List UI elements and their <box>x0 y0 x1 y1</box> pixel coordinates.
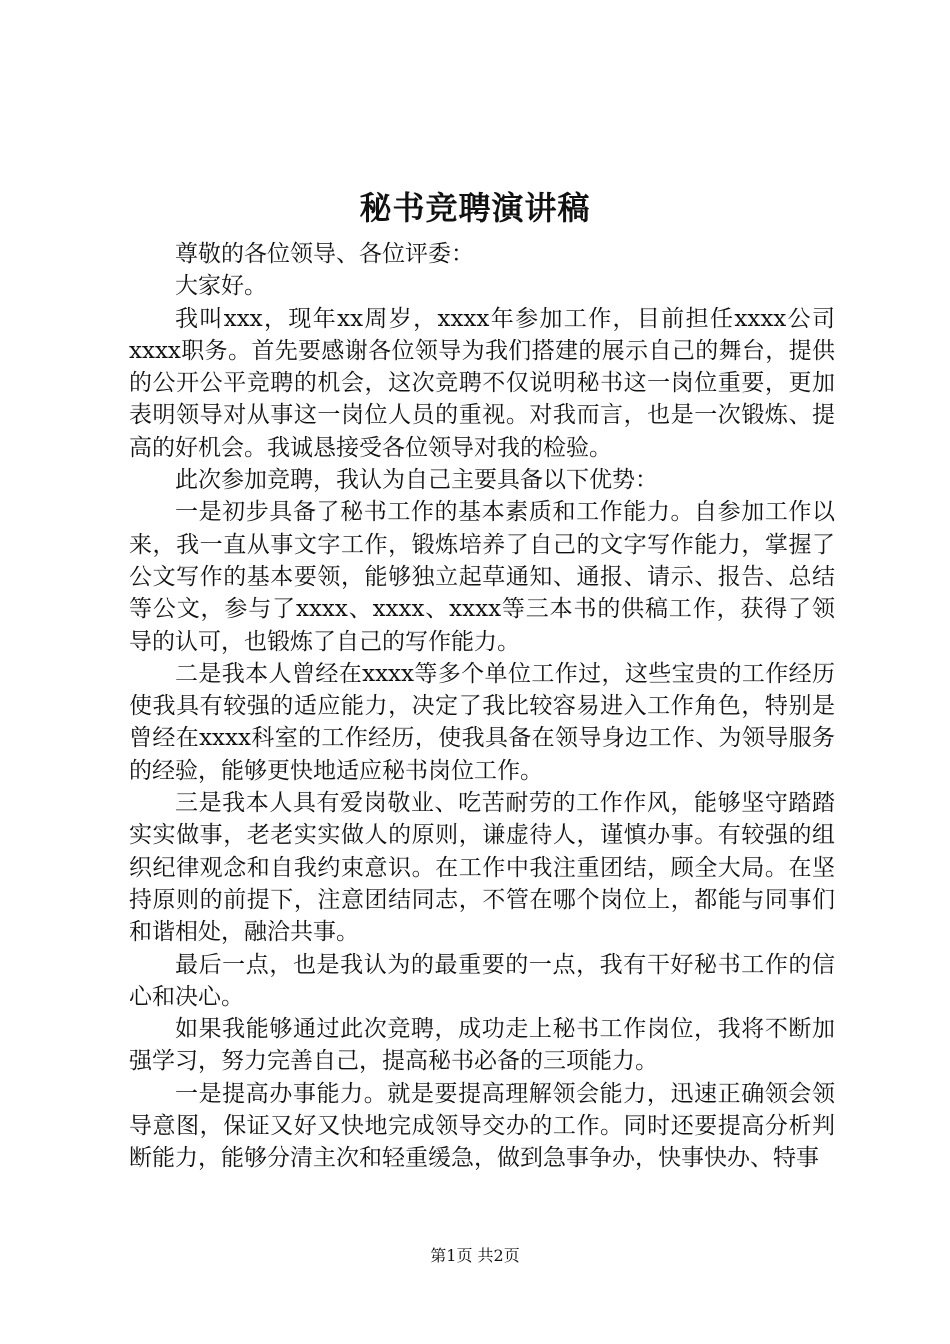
body-paragraph: 我叫xxx，现年xx周岁，xxxx年参加工作，目前担任xxxx公司xxxx职务。首先要感谢各位领导为我们搭建的展示自己的舞台，提供的公开公平竞聘的机会，这次竞聘不仅说明秘书这一岗位重要，更加表明领导对从事这一岗位人员的重视。对我而言，也是一次锻炼、提高的好机会。我诚恳接受各位领导对我的检验。 <box>129 305 835 461</box>
salutation-paragraph: 大家好。 <box>175 273 267 300</box>
body-paragraph: 最后一点，也是我认为的最重要的一点，我有干好秘书工作的信心和决心。 <box>129 951 835 1010</box>
body-paragraph: 此次参加竞聘，我认为自己主要具备以下优势： <box>175 467 658 494</box>
greeting-paragraph: 尊敬的各位领导、各位评委： <box>175 241 474 267</box>
body-paragraph: 一是提高办事能力。就是要提高理解领会能力，迅速正确领会领导意图，保证又好又快地完成领导交办的工作。同时还要提高分析判断能力，能够分清主次和轻重缓急，做到急事争办，快事快办、特事 <box>129 1080 835 1172</box>
document-body <box>129 238 835 1175</box>
body-paragraph: 二是我本人曾经在xxxx等多个单位工作过，这些宝贵的工作经历使我具有较强的适应能力，决定了我比较容易进入工作角色，特别是曾经在xxxx科室的工作经历，使我具备在领导身边工作、为领导服务的经验，能够更快地适应秘书岗位工作。 <box>129 660 835 784</box>
body-paragraph: 如果我能够通过此次竞聘，成功走上秘书工作岗位，我将不断加强学习，努力完善自己，提高秘书必备的三项能力。 <box>129 1016 835 1075</box>
document-title: 秘书竞聘演讲稿 <box>359 189 591 227</box>
body-paragraph: 三是我本人具有爱岗敬业、吃苦耐劳的工作作风，能够坚守踏踏实实做事，老老实实做人的原则，谦虚待人，谨慎办事。有较强的组织纪律观念和自我约束意识。在工作中我注重团结，顾全大局。在坚持原则的前提下，注意团结同志，不管在哪个岗位上，都能与同事们和谐相处，融洽共事。 <box>129 790 835 946</box>
page-footer: 第1页 共2页 <box>430 1246 520 1265</box>
body-paragraph: 一是初步具备了秘书工作的基本素质和工作能力。自参加工作以来，我一直从事文字工作，锻炼培养了自己的文字写作能力，掌握了公文写作的基本要领，能够独立起草通知、通报、请示、报告、总结等公文，参与了xxxx、xxxx、xxxx等三本书的供稿工作，获得了领导的认可，也锻炼了自己的写作能力。 <box>129 499 835 655</box>
